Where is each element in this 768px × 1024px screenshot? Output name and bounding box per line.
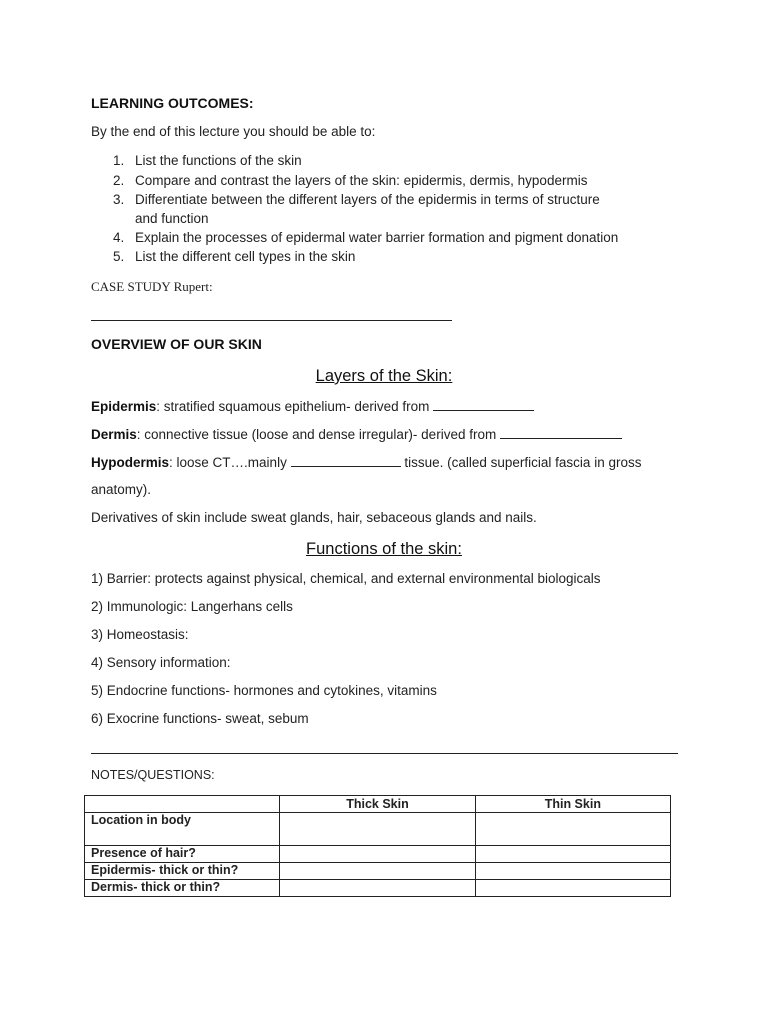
table-cell[interactable]	[280, 863, 475, 880]
hypodermis-text-b: tissue. (called superficial fascia in gross	[404, 455, 642, 470]
table-cell[interactable]	[475, 813, 670, 846]
hypodermis-text-c: anatomy).	[91, 482, 152, 497]
notes-label: NOTES/QUESTIONS:	[91, 768, 215, 782]
function-item: 6) Exocrine functions- sweat, sebum	[91, 711, 309, 726]
table-row	[85, 863, 671, 880]
list-item: List the different cell types in the skin	[135, 249, 356, 264]
hypodermis-text-a: : loose CT….mainly	[169, 455, 287, 470]
list-item: Differentiate between the different layers of the epidermis in terms of structure	[135, 192, 600, 207]
table-cell[interactable]	[280, 813, 475, 846]
function-item: 5) Endocrine functions- hormones and cytokines, vitamins	[91, 683, 437, 698]
epidermis-blank[interactable]	[433, 398, 534, 411]
list-item-number: 2.	[113, 173, 125, 188]
table-cell[interactable]	[475, 880, 670, 897]
dermis-line	[91, 426, 622, 442]
dermis-text: : connective tissue (loose and dense irregular)- derived from	[136, 427, 497, 442]
epidermis-text: : stratified squamous epithelium- derived from	[156, 399, 430, 414]
row-label: Location in body	[85, 813, 280, 846]
list-item-continuation: and function	[135, 211, 209, 226]
list-item-number: 5.	[113, 249, 125, 264]
table-header-row	[85, 796, 671, 813]
table-cell[interactable]	[475, 846, 670, 863]
table-cell[interactable]	[280, 880, 475, 897]
hypodermis-label: Hypodermis	[91, 455, 170, 470]
list-item-number: 3.	[113, 192, 125, 207]
row-label: Presence of hair?	[85, 846, 280, 863]
table-header-thick: Thick Skin	[280, 796, 475, 813]
function-item: 2) Immunologic: Langerhans cells	[91, 599, 293, 614]
list-item-number: 1.	[113, 153, 125, 168]
list-item-number: 4.	[113, 230, 125, 245]
overview-heading: OVERVIEW OF OUR SKIN	[91, 336, 262, 352]
epidermis-label: Epidermis	[91, 399, 157, 414]
row-label: Epidermis- thick or thin?	[85, 863, 280, 880]
table-header-cell	[85, 796, 280, 813]
table-cell[interactable]	[280, 846, 475, 863]
list-item: List the functions of the skin	[135, 153, 302, 168]
epidermis-line	[91, 398, 534, 414]
table-header-thin: Thin Skin	[475, 796, 670, 813]
function-item: 1) Barrier: protects against physical, chemical, and external environmental biologicals	[91, 571, 601, 586]
function-item: 3) Homeostasis:	[91, 627, 189, 642]
skin-comparison-table	[84, 795, 671, 897]
hypodermis-blank[interactable]	[291, 454, 401, 467]
table-cell[interactable]	[475, 863, 670, 880]
learning-outcomes-intro: By the end of this lecture you should be able to:	[91, 124, 376, 139]
list-item: Explain the processes of epidermal water barrier formation and pigment donation	[135, 230, 619, 245]
derivatives-text: Derivatives of skin include sweat glands, hair, sebaceous glands and nails.	[91, 510, 537, 525]
layers-title: Layers of the Skin:	[315, 367, 453, 385]
section-divider	[91, 753, 678, 754]
list-item: Compare and contrast the layers of the skin: epidermis, dermis, hypodermis	[135, 173, 588, 188]
table-row	[85, 813, 671, 846]
case-study-label: CASE STUDY Rupert:	[91, 279, 213, 294]
dermis-label: Dermis	[91, 427, 137, 442]
function-item: 4) Sensory information:	[91, 655, 231, 670]
hypodermis-line	[91, 454, 641, 470]
functions-title: Functions of the skin:	[306, 540, 462, 558]
case-study-answer-line[interactable]	[91, 320, 452, 321]
row-label: Dermis- thick or thin?	[85, 880, 280, 897]
table-row	[85, 846, 671, 863]
dermis-blank[interactable]	[500, 426, 622, 439]
learning-outcomes-heading: LEARNING OUTCOMES:	[91, 95, 254, 111]
table-row	[85, 880, 671, 897]
